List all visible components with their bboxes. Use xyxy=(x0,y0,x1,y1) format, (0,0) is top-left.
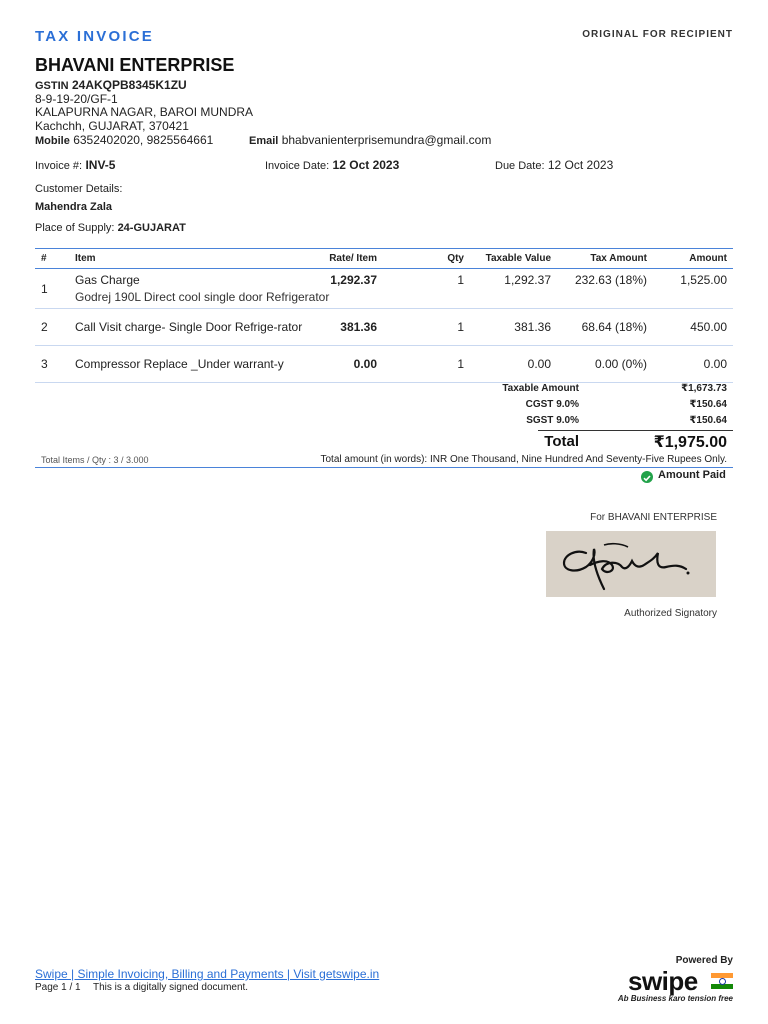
customer-name: Mahendra Zala xyxy=(35,201,113,213)
cgst-label: CGST 9.0% xyxy=(525,399,579,410)
col-item: Item xyxy=(69,249,311,269)
taxable-amount-value: ₹1,673.73 xyxy=(681,383,727,394)
seller-mobile: Mobile 6352402020, 9825564661 xyxy=(35,133,214,147)
table-row: 1 Gas Charge 1,292.37 Godrej 190L Direct cool single door Refrigerator 1 1,292.37 232.63 (18%) 1,525.00 xyxy=(35,269,733,309)
place-of-supply: Place of Supply: 24-GUJARAT xyxy=(35,222,186,234)
cgst-value: ₹150.64 xyxy=(689,399,727,410)
col-num: # xyxy=(35,249,69,269)
item-name: Compressor Replace _Under warrant-y xyxy=(69,346,311,383)
document-title: TAX INVOICE xyxy=(35,28,154,45)
table-header-row xyxy=(35,249,733,269)
invoice-date: Invoice Date: 12 Oct 2023 xyxy=(265,158,400,172)
seller-address-line3: Kachchh, GUJARAT, 370421 xyxy=(35,119,189,133)
swipe-logo: swipe xyxy=(628,966,698,996)
item-name: Gas Charge xyxy=(75,273,140,287)
swipe-footer-link[interactable]: Swipe | Simple Invoicing, Billing and Payments | Visit getswipe.in xyxy=(35,967,380,981)
total-label: Total xyxy=(544,433,579,450)
taxable-amount-label: Taxable Amount xyxy=(502,383,579,394)
item-rate: 0.00 xyxy=(311,346,383,383)
check-circle-icon xyxy=(641,471,653,483)
seller-email: Email bhabvanienterprisemundra@gmail.com xyxy=(249,133,492,147)
invoice-number: Invoice #: INV-5 xyxy=(35,158,116,172)
amount-in-words: Total amount (in words): INR One Thousand, Nine Hundred And Seventy-Five Rupees Only. xyxy=(320,454,727,465)
sgst-value: ₹150.64 xyxy=(689,415,727,426)
customer-label: Customer Details: xyxy=(35,183,123,195)
col-tax: Tax Amount xyxy=(557,249,653,269)
table-row: 3 Compressor Replace _Under warrant-y 0.00 1 0.00 0.00 (0%) 0.00 xyxy=(35,346,733,383)
seller-address-line1: 8-9-19-20/GF-1 xyxy=(35,92,118,106)
digital-sign-note: This is a digitally signed document. xyxy=(93,982,249,993)
seller-gstin: GSTIN 24AKQPB8345K1ZU xyxy=(35,78,187,92)
sgst-label: SGST 9.0% xyxy=(526,415,579,426)
seller-address-line2: KALAPURNA NAGAR, BAROI MUNDRA xyxy=(35,105,254,119)
items-qty-summary: Total Items / Qty : 3 / 3.000 xyxy=(41,455,149,465)
seller-name: BHAVANI ENTERPRISE xyxy=(35,55,235,75)
item-cell xyxy=(69,269,383,309)
summary-divider xyxy=(35,467,733,468)
india-flag-icon xyxy=(711,973,733,989)
items-table xyxy=(35,248,733,383)
item-rate: 1,292.37 xyxy=(330,273,377,287)
col-qty: Qty xyxy=(383,249,470,269)
for-company-label: For BHAVANI ENTERPRISE xyxy=(590,512,717,523)
page-number: Page 1 / 1 xyxy=(35,982,81,993)
due-date: Due Date: 12 Oct 2023 xyxy=(495,158,614,172)
col-amount: Amount xyxy=(653,249,733,269)
table-row: 2 Call Visit charge- Single Door Refrige-rator 381.36 1 381.36 68.64 (18%) 450.00 xyxy=(35,309,733,346)
total-divider xyxy=(538,430,733,431)
amount-paid-label: Amount Paid xyxy=(658,469,726,481)
col-rate: Rate/ Item xyxy=(311,249,383,269)
item-description: Godrej 190L Direct cool single door Refrigerator xyxy=(75,290,330,304)
authorized-signatory: Authorized Signatory xyxy=(624,608,717,619)
signature-image xyxy=(546,531,716,597)
swipe-tagline: Ab Business karo tension free xyxy=(617,994,733,1003)
total-value: ₹1,975.00 xyxy=(653,434,727,451)
powered-by-label: Powered By xyxy=(675,955,733,966)
col-taxable: Taxable Value xyxy=(470,249,557,269)
copy-label: ORIGINAL FOR RECIPIENT xyxy=(582,29,733,40)
item-rate: 381.36 xyxy=(311,309,383,346)
item-name: Call Visit charge- Single Door Refrige-rator xyxy=(69,309,311,346)
